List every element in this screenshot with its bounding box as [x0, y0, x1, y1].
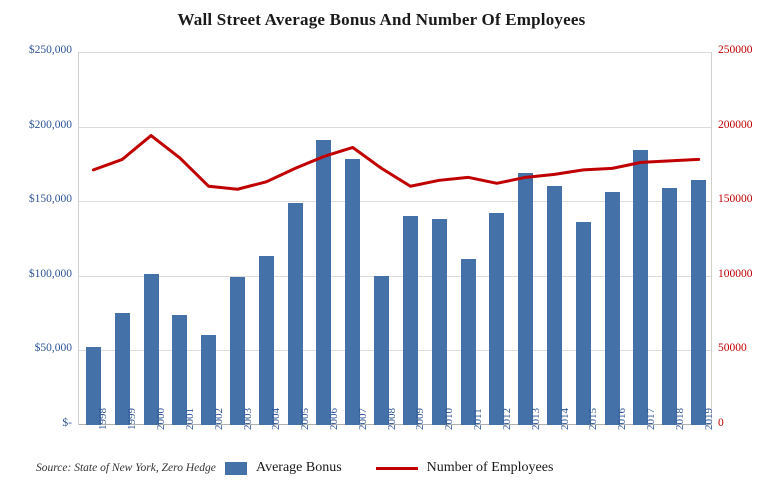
x-axis-tick-label: 2008 — [385, 408, 398, 430]
bar — [288, 203, 303, 425]
x-axis-tick-label: 2016 — [616, 408, 629, 430]
bar — [461, 259, 476, 425]
bar — [345, 159, 360, 425]
x-axis-tick-label: 2006 — [327, 408, 340, 430]
left-axis-tick-label: $250,000 — [28, 44, 72, 56]
x-axis-tick-label: 2000 — [155, 408, 168, 430]
bar — [144, 274, 159, 425]
x-axis-tick-label: 2012 — [500, 408, 513, 430]
right-axis-tick-label: 250000 — [718, 44, 753, 56]
x-axis-tick-label: 2018 — [673, 408, 686, 430]
left-axis-tick-label: $200,000 — [28, 118, 72, 131]
right-axis-tick-label: 200000 — [718, 118, 753, 131]
legend-label: Average Bonus — [256, 460, 342, 475]
bar — [403, 216, 418, 425]
left-axis-tick-label: $150,000 — [28, 193, 72, 206]
left-axis-tick-label: $50,000 — [34, 342, 72, 355]
source-note: Source: State of New York, Zero Hedge — [36, 462, 216, 474]
bar — [230, 277, 245, 425]
bar — [259, 256, 274, 425]
x-axis-tick-label: 2011 — [472, 408, 485, 430]
x-axis-tick-label: 2015 — [587, 408, 600, 430]
bar — [691, 180, 706, 425]
x-axis-tick-label: 2013 — [529, 408, 542, 430]
x-axis-tick-label: 2002 — [212, 408, 225, 430]
x-axis-tick-label: 2010 — [443, 408, 456, 430]
bar — [518, 173, 533, 425]
bar — [374, 276, 389, 425]
x-axis-tick-label: 2001 — [183, 408, 196, 430]
legend-item-average-bonus — [225, 460, 342, 476]
x-axis-tick-label: 2005 — [299, 408, 312, 430]
legend-item-number-of-employees — [376, 460, 554, 476]
x-axis-tick-label: 2019 — [702, 408, 715, 430]
right-axis-tick-label: 100000 — [718, 267, 753, 280]
gridline — [79, 127, 711, 128]
x-axis-tick-label: 2017 — [644, 408, 657, 430]
right-axis-tick-label: 50000 — [718, 342, 747, 355]
bar — [576, 222, 591, 425]
bar — [489, 213, 504, 425]
chart-title: Wall Street Average Bonus And Number Of Employees — [177, 10, 586, 29]
line-swatch-icon — [376, 467, 418, 470]
x-axis-tick-label: 1998 — [97, 408, 110, 430]
bar — [547, 186, 562, 425]
x-axis-tick-label: 2003 — [241, 408, 254, 430]
bar — [316, 140, 331, 425]
employees-line — [93, 136, 698, 190]
bar-swatch-icon — [225, 462, 247, 475]
left-axis-tick-label: $100,000 — [28, 267, 72, 280]
left-axis-tick-label: $- — [62, 417, 72, 429]
plot-area — [78, 52, 712, 425]
bar — [662, 188, 677, 425]
chart-legend — [225, 460, 553, 476]
gridline — [79, 52, 711, 53]
legend-label: Number of Employees — [426, 460, 554, 475]
bar — [432, 219, 447, 425]
right-axis-tick-label: 0 — [718, 417, 724, 429]
right-axis-tick-label: 150000 — [718, 193, 753, 206]
bar — [633, 150, 648, 425]
x-axis-tick-label: 2009 — [414, 408, 427, 430]
x-axis-tick-label: 2004 — [270, 408, 283, 430]
x-axis-tick-label: 2007 — [356, 408, 369, 430]
x-axis-tick-label: 2014 — [558, 408, 571, 430]
x-axis-tick-label: 1999 — [126, 408, 139, 430]
bar — [605, 192, 620, 425]
